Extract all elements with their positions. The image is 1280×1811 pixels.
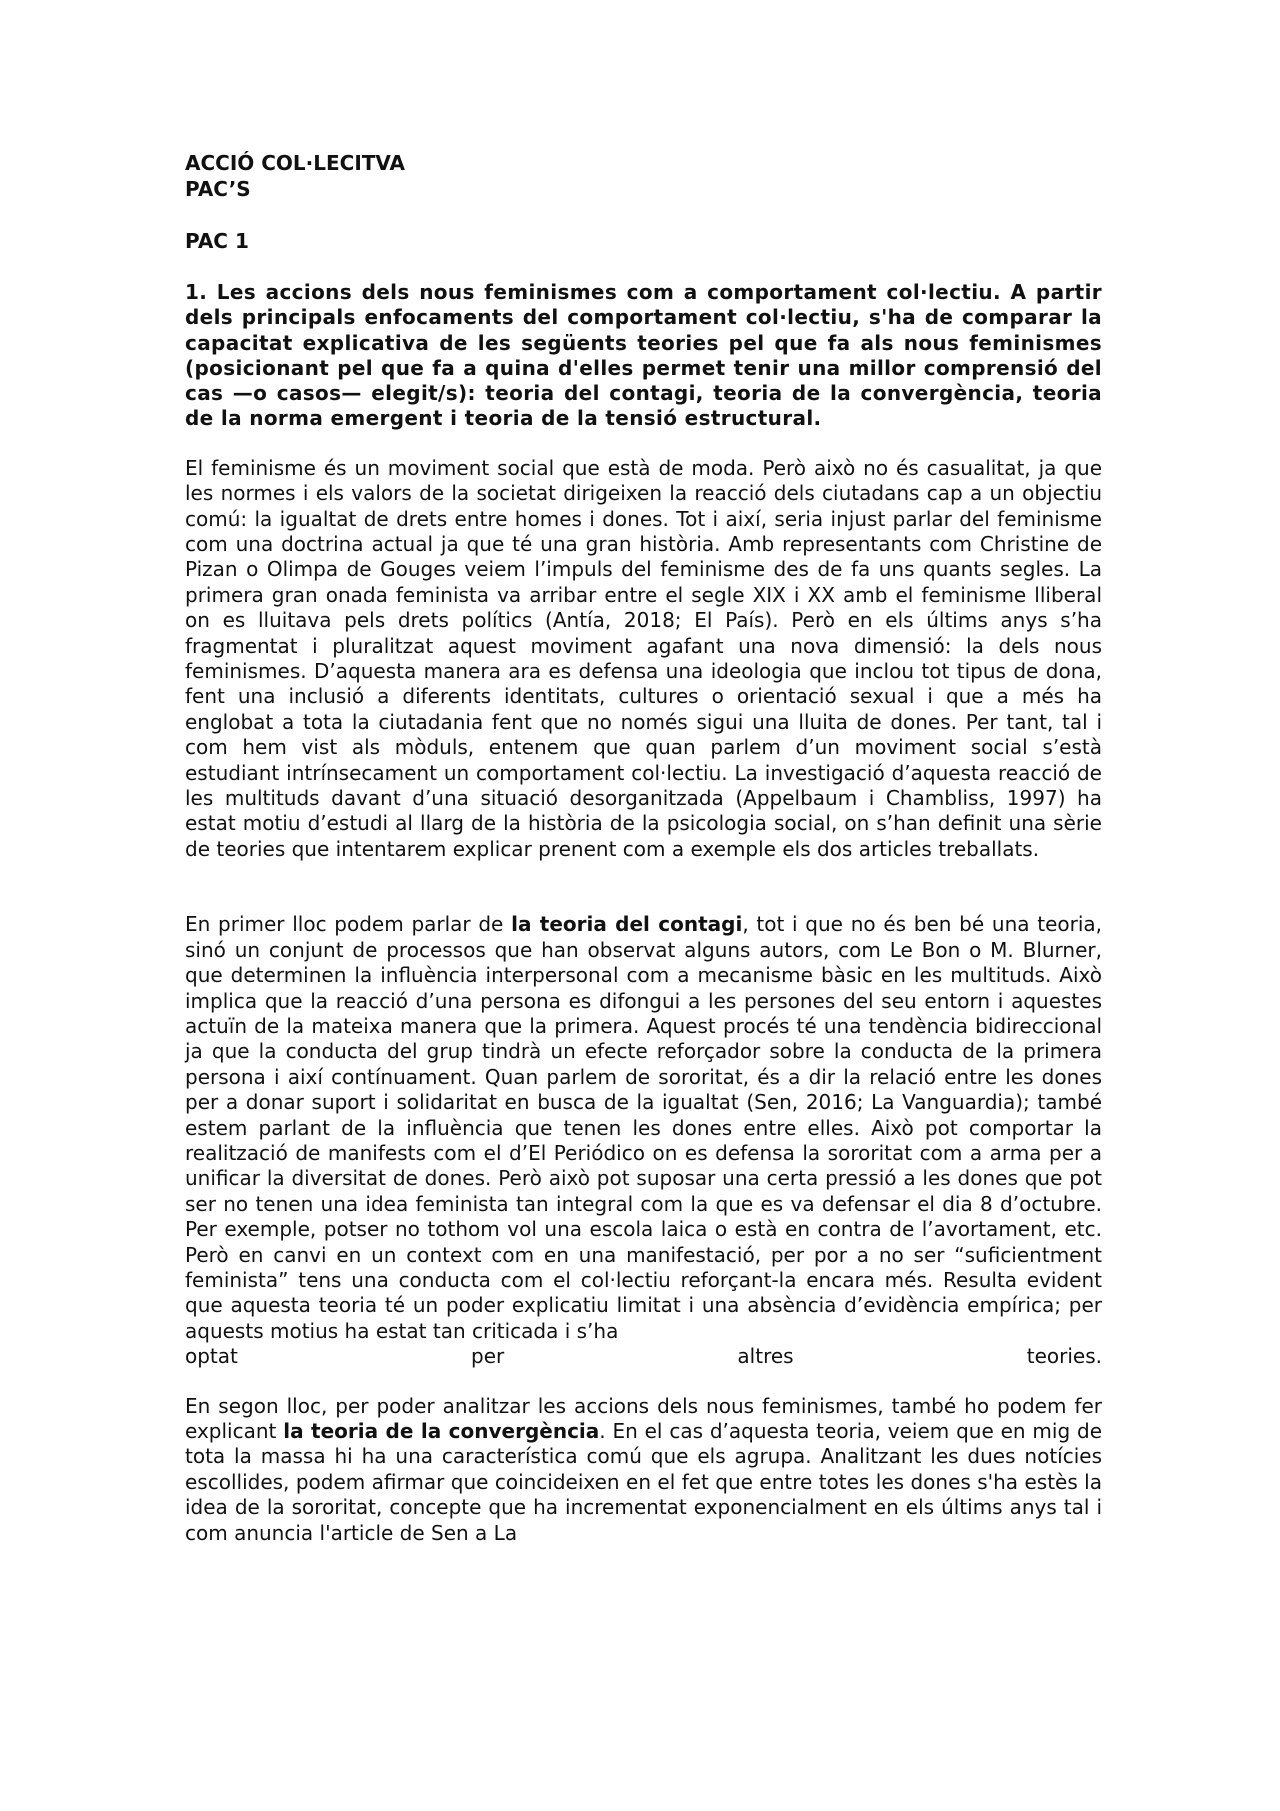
spacer: [185, 1370, 1102, 1394]
course-title: ACCIÓ COL·LECITVA: [185, 151, 406, 175]
last-line-word: teories.: [1026, 1344, 1102, 1369]
last-line-word: altres: [737, 1344, 794, 1369]
paragraph-contagi-intro: En primer lloc podem parlar de: [185, 912, 512, 937]
spacer: [185, 862, 1102, 912]
paragraph-contagi: [185, 912, 1102, 1369]
paragraph-convergencia-text: . En el cas d’aquesta teoria, veiem que en mig de tota la massa hi ha una característica comú que els agrupa. Analitzant les dues notícies escollides, podem afirmar que coincideixen en el fet que entre totes les dones s'ha estès la idea de la sororitat, concepte que ha incrementat exponencialment en els últims anys tal i com anuncia l'article de Sen a La: [185, 1419, 1103, 1545]
paragraph-convergencia-intro: En segon lloc, per poder analitzar les accions dels nous feminismes, també ho podem fer explicant: [185, 1393, 1102, 1443]
last-line-word: optat: [185, 1344, 238, 1369]
question-text: 1. Les accions dels nous feminismes com a comportament col·lectiu. A partir dels principals enfocaments del comportament col·lectiu, s'ha de comparar la capacitat explicativa de les següents teories pel que fa als nous feminismes (posicionant pel que fa a quina d'elles permet tenir una millor comprensió del cas —o casos— elegit/s): teoria del contagi, teoria de la convergència, teoria de la norma emergent i teoria de la tensió estructural.: [185, 280, 1102, 431]
pac-title: PAC 1: [185, 229, 249, 253]
paragraph-contagi-body: [185, 912, 1102, 1344]
document-page: [185, 150, 1102, 1546]
course-subtitle: PAC’S: [185, 177, 251, 201]
paragraph-convergencia: [185, 1394, 1102, 1546]
paragraph-contagi-last-line: [185, 1344, 1102, 1369]
paragraph-contagi-text: , tot i que no és ben bé una teoria, sinó un conjunt de processos que han observat alguns autors, com Le Bon o M. Blurner, que determinen la influència interpersonal com a mecanisme bàsic en les multituds. Això implica que la reacció d’una persona es difongui a les persones del seu entorn i aquestes actuïn de la mateixa manera que la primera. Aquest procés té una tendència bidireccional ja que la conducta del grup tindrà un efecte reforçador sobre la conducta de la primera persona i així contínuament. Quan parlem de sororitat, és a dir la relació entre les dones per a donar suport i solidaritat en busca de la igualtat (Sen, 2016; La Vanguardia); també estem parlant de la influència que tenen les dones entre elles. Això pot comportar la realització de manifests com el d’El Periódico on es defensa la sororitat com a arma per a unificar la diversitat de dones. Però això pot suposar una certa pressió a les dones que pot ser no tenen una idea feminista tan integral com la que es va defensar el dia 8 d’octubre. Per exemple, potser no tothom vol una escola laica o està en contra de l’avortament, etc. Però en canvi en un context com en una manifestació, per por a no ser “suficientment feminista” tens una conducta com el col·lectiu reforçant-la encara més. Resulta evident que aquesta teoria té un poder explicatiu limitat i una absència d’evidència empírica; per aquests motius ha estat tan criticada i s’ha: [185, 912, 1103, 1343]
theory-contagi-term: la teoria del contagi: [511, 912, 743, 937]
last-line-word: per: [471, 1344, 505, 1369]
paragraph-intro: El feminisme és un moviment social que està de moda. Però això no és casualitat, ja que les normes i els valors de la societat dirigeixen la reacció dels ciutadans cap a un objectiu comú: la igualtat de drets entre homes i dones. Tot i així, seria injust parlar del feminisme com una doctrina actual ja que té una gran història. Amb representants com Christine de Pizan o Olimpa de Gouges veiem l’impuls del feminisme des de fa uns quants segles. La primera gran onada feminista va arribar entre el segle XIX i XX amb el feminisme lliberal on es lluitava pels drets polítics (Antía, 2018; El País). Però en els últims anys s’ha fragmentat i pluralitzat aquest moviment agafant una nova dimensió: la dels nous feminismes. D’aquesta manera ara es defensa una ideologia que inclou tot tipus de dona, fent una inclusió a diferents identitats, cultures o orientació sexual i que a més ha englobat a tota la ciutadania fent que no només sigui una lluita de dones. Per tant, tal i com hem vist als mòduls, entenem que quan parlem d’un moviment social s’està estudiant intrínsecament un comportament col·lectiu. La investigació d’aquesta reacció de les multituds davant d’una situació desorganitzada (Appelbaum i Chambliss, 1997) ha estat motiu d’estudi al llarg de la història de la psicologia social, on s’han definit una sèrie de teories que intentarem explicar prenent com a exemple els dos articles treballats.: [185, 455, 1102, 861]
theory-convergencia-term: la teoria de la convergència: [283, 1419, 600, 1443]
